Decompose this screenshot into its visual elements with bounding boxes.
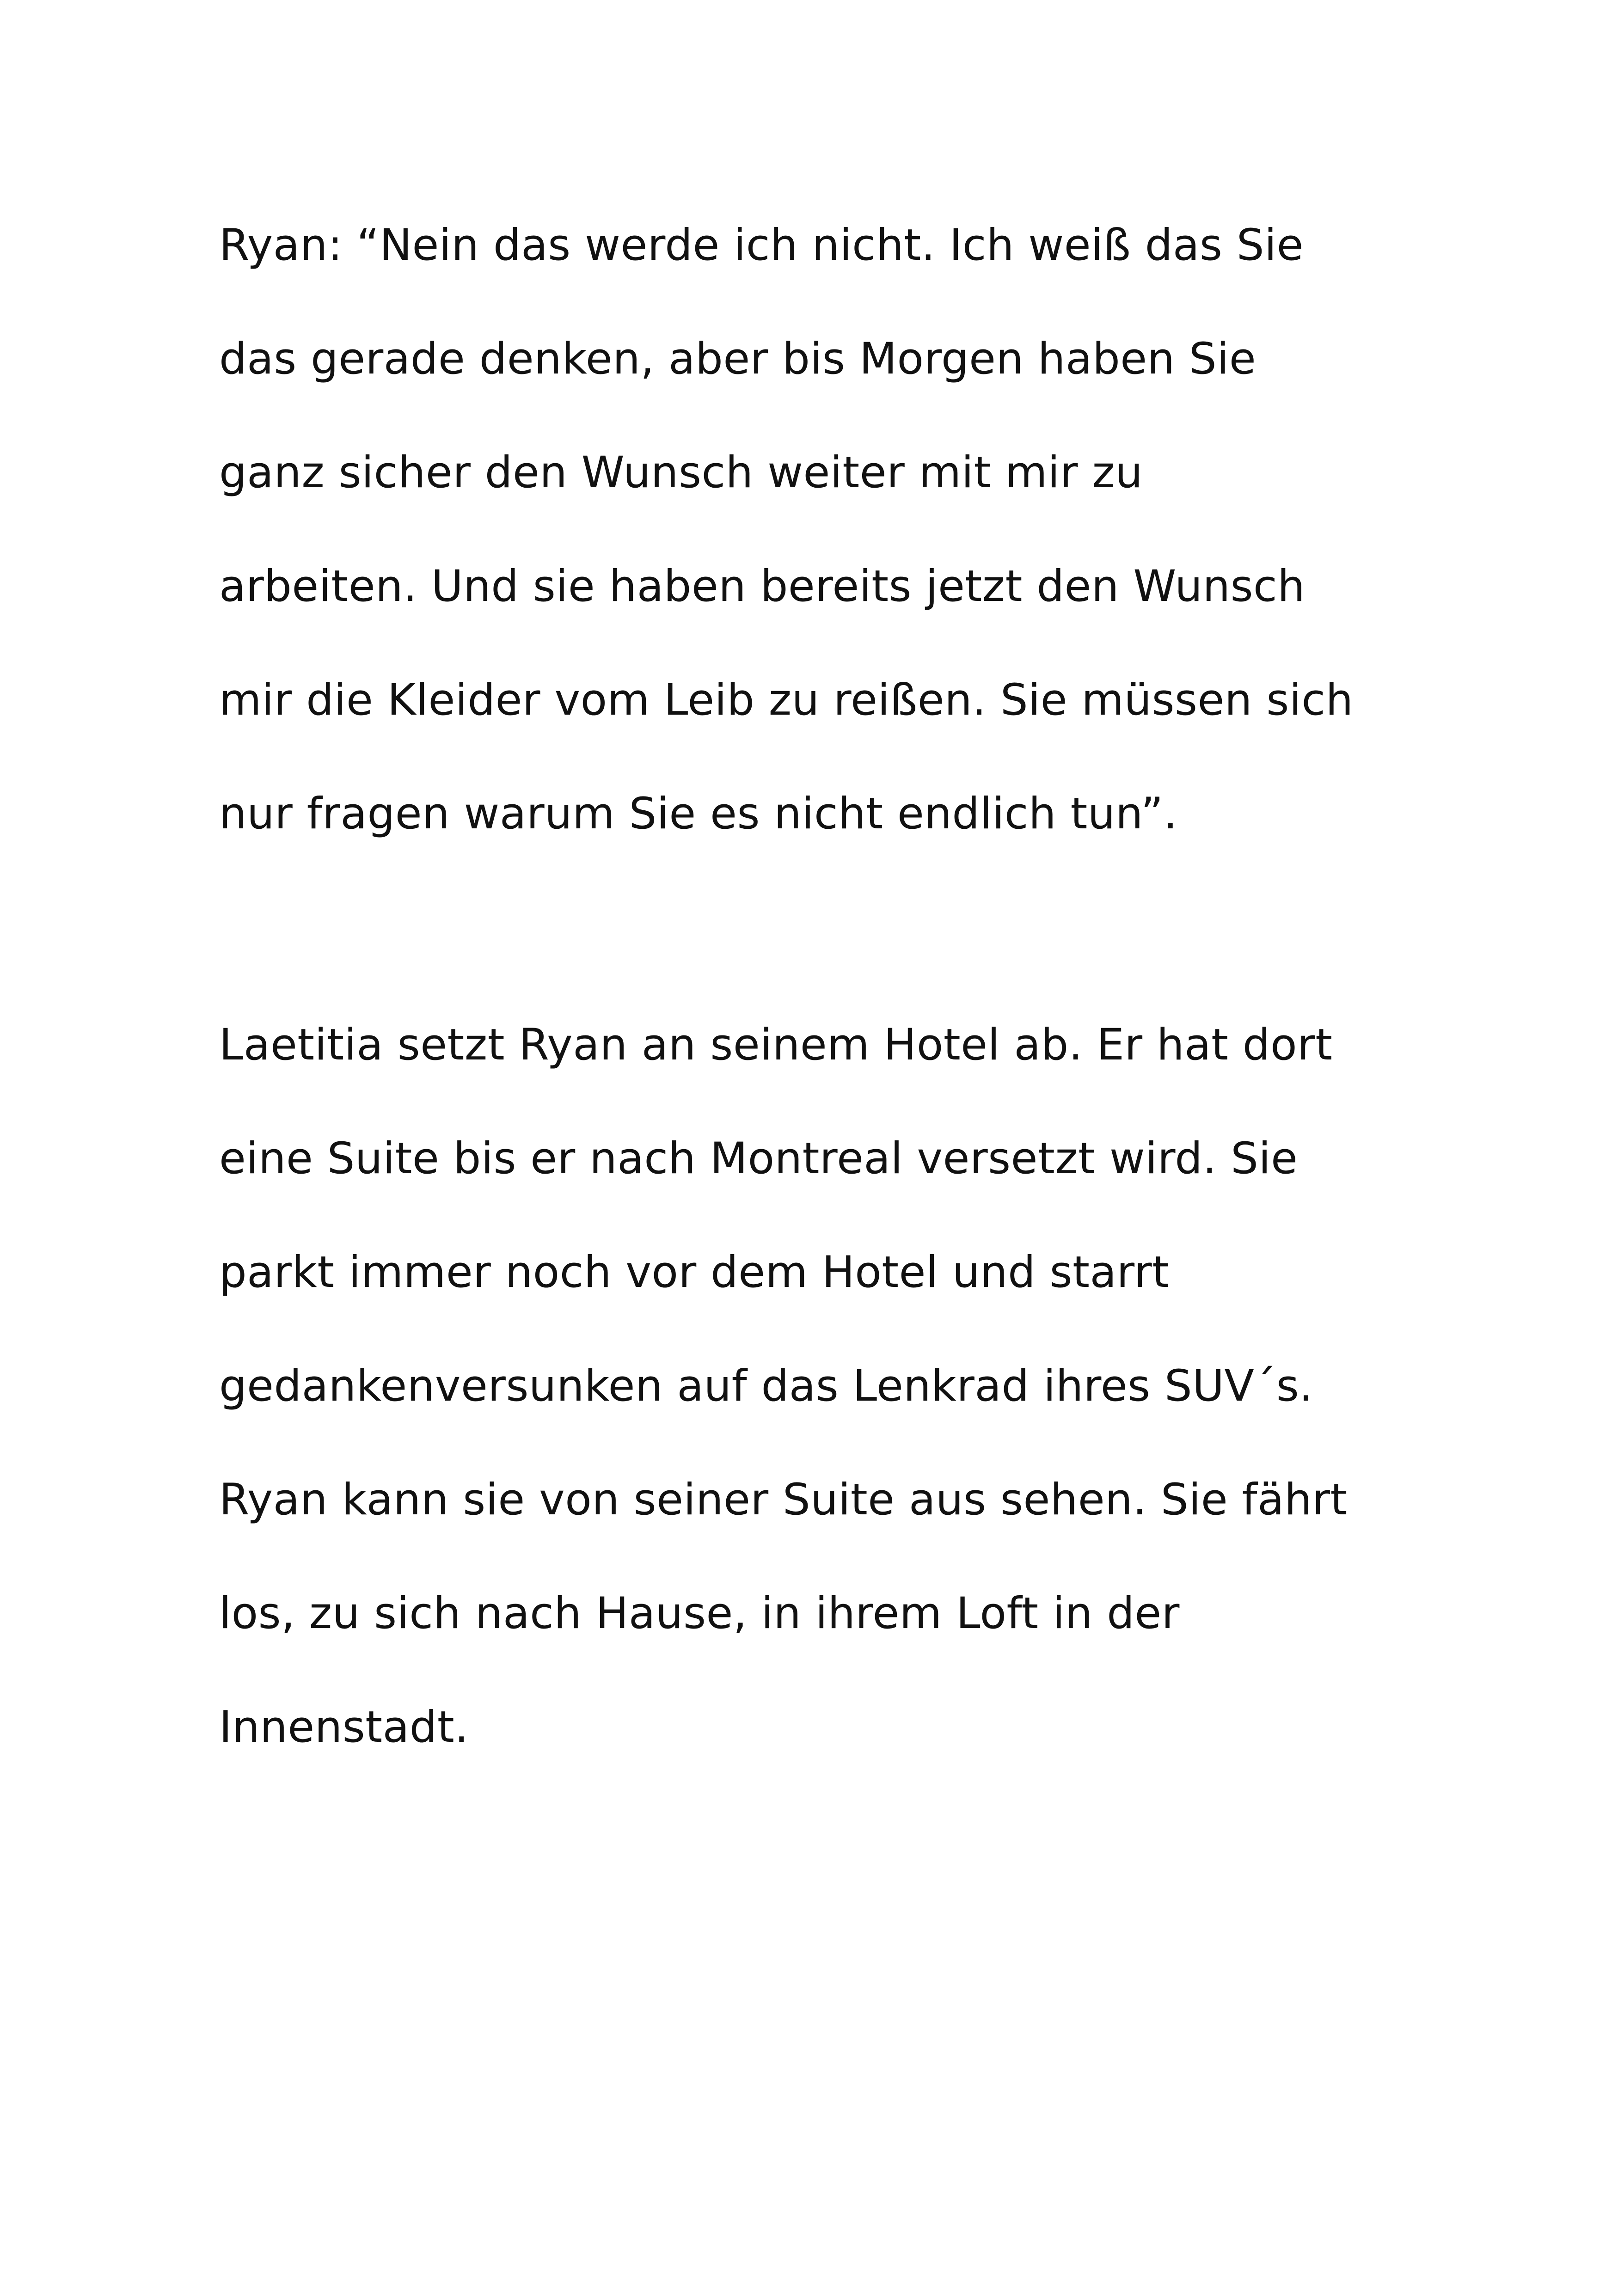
text-line: ganz sicher den Wunsch weiter mit mir zu [219, 447, 1143, 498]
paragraph-dialogue [219, 220, 1421, 906]
text-line: mir die Kleider vom Leib zu reißen. Sie müssen sich [219, 675, 1354, 725]
text-line: parkt immer noch vor dem Hotel und starrt [219, 1247, 1170, 1298]
text-line: Ryan: “Nein das werde ich nicht. Ich weiß das Sie [219, 220, 1304, 270]
text-line: Ryan kann sie von seiner Suite aus sehen. Sie fährt [219, 1475, 1348, 1525]
text-line: Innenstadt. [219, 1702, 469, 1752]
text-line: gedankenversunken auf das Lenkrad ihres SUV´s. [219, 1361, 1313, 1411]
text-line: nur fragen warum Sie es nicht endlich tun”. [219, 789, 1178, 839]
text-line: eine Suite bis er nach Montreal versetzt wird. Sie [219, 1133, 1298, 1184]
text-line: arbeiten. Und sie haben bereits jetzt den Wunsch [219, 561, 1305, 612]
text-line: los, zu sich nach Hause, in ihrem Loft in der [219, 1588, 1180, 1639]
text-line: das gerade denken, aber bis Morgen haben Sie [219, 334, 1256, 384]
paragraph-narration [219, 1020, 1421, 1819]
text-line: Laetitia setzt Ryan an seinem Hotel ab. Er hat dort [219, 1020, 1333, 1070]
